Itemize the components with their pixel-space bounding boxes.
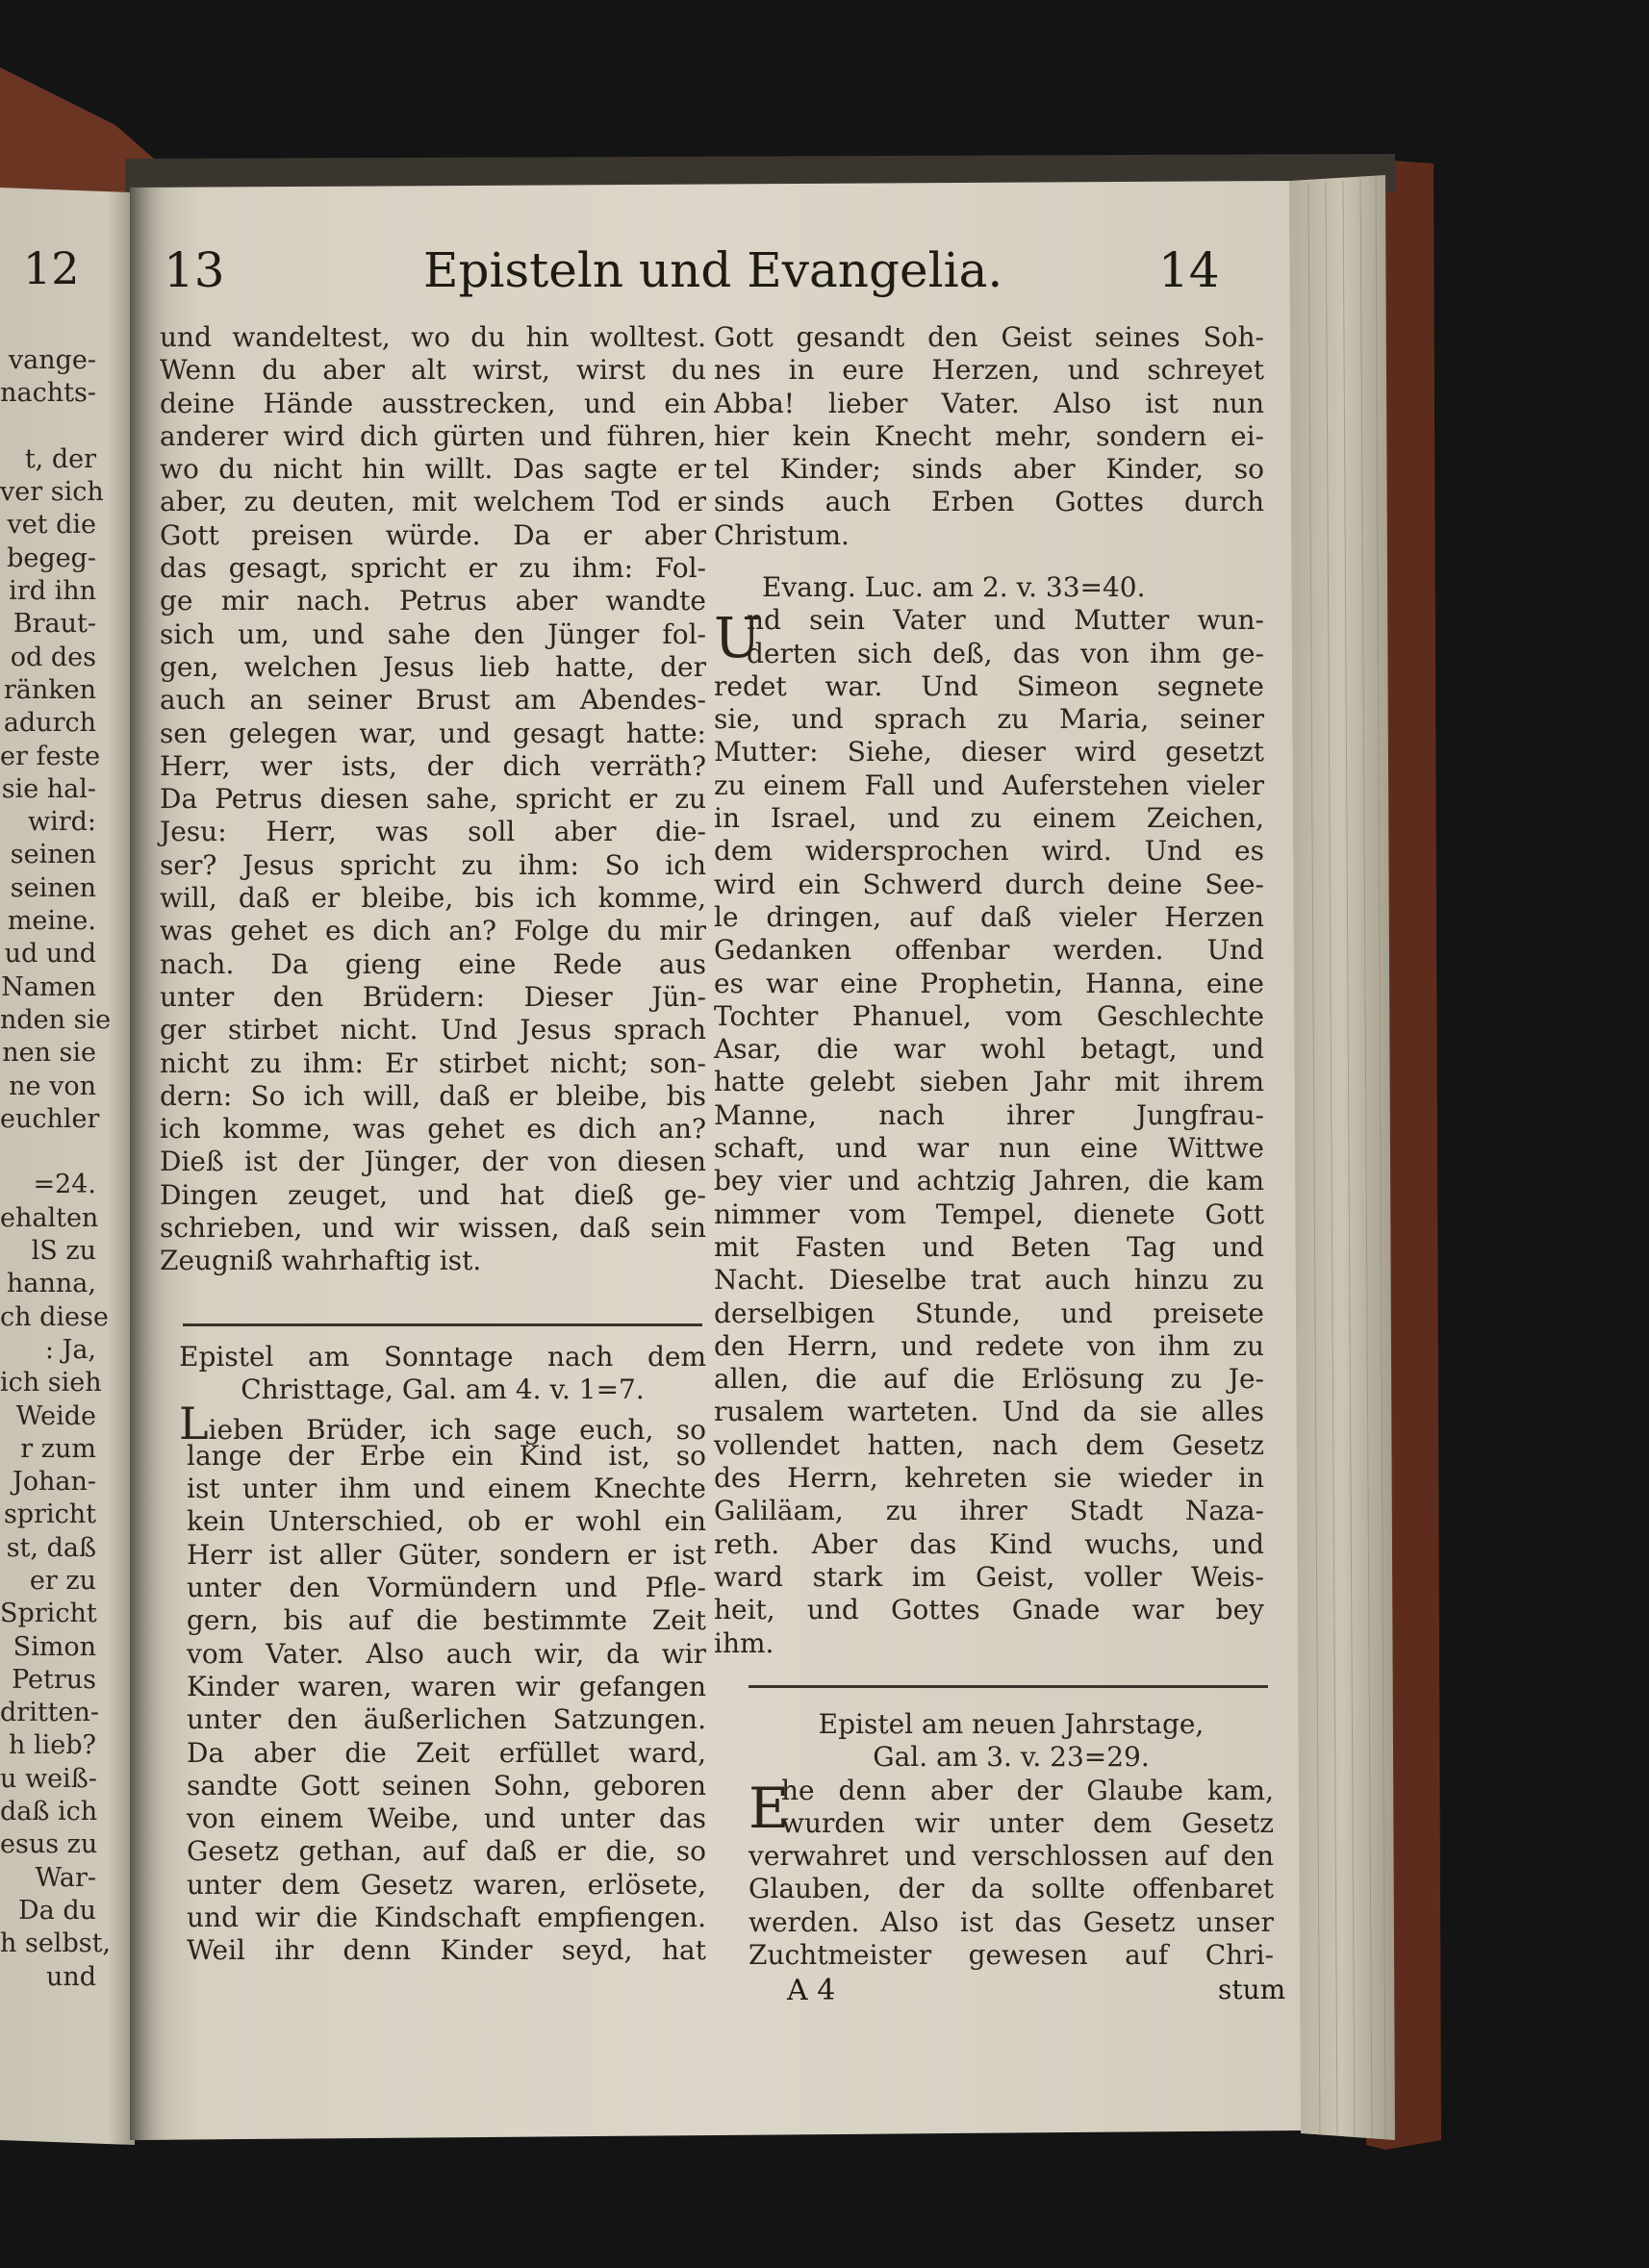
text-line: deine Hände ausstrecken, und ein xyxy=(160,387,706,419)
text-line: Nacht. Dieselbe trat auch hinzu zu xyxy=(714,1264,1264,1297)
text-line: Tochter Phanuel, vom Geschlechte xyxy=(714,999,1264,1032)
text-line: ge mir nach. Petrus aber wandte xyxy=(160,585,706,617)
fragment-line: Namen xyxy=(1,971,96,1002)
text-line: in Israel, und zu einem Zeichen, xyxy=(714,802,1264,835)
fragment-line: Johan- xyxy=(12,1467,96,1498)
text-line: Da aber die Zeit erfüllet ward, xyxy=(187,1736,706,1769)
fragment-line: War- xyxy=(35,1862,96,1893)
text-line: Zeugniß wahrhaftig ist. xyxy=(160,1245,482,1277)
fragment-line: nachts- xyxy=(0,378,96,409)
text-line: zu einem Fall und Auferstehen vieler xyxy=(714,769,1264,801)
fragment-line: st, daß xyxy=(6,1532,96,1563)
text-line: gern, bis auf die bestimmte Zeit xyxy=(187,1604,706,1637)
fragment-line: seinen xyxy=(10,840,96,870)
text-line: bey vier und achtzig Jahren, die kam xyxy=(714,1165,1264,1197)
fragment-line: dritten- xyxy=(0,1698,100,1728)
fragment-line: ver sich xyxy=(0,477,104,508)
page-number: 13 xyxy=(164,242,225,298)
left-column-epistle xyxy=(179,1341,706,1968)
epistle-heading-line-1: Epistel am neuen Jahrstage, xyxy=(818,1708,1205,1740)
text-line: unter den Brüdern: Dieser Jün- xyxy=(160,980,706,1013)
epistle-heading-line-1: Epistel am Sonntage nach dem xyxy=(179,1341,706,1373)
text-line: nach. Da gieng eine Rede aus xyxy=(160,947,706,980)
text-line: wird ein Schwerd durch deine See- xyxy=(714,868,1264,900)
previous-page-fragment xyxy=(0,344,112,1994)
fragment-line xyxy=(0,1136,96,1169)
epistle-text xyxy=(748,1840,1274,1972)
epistle-drop-initial: E xyxy=(748,1775,790,1841)
left-page-number: 12 xyxy=(23,242,80,294)
page-number-right: 14 xyxy=(1158,242,1220,298)
text-line: Mutter: Siehe, dieser wird gesetzt xyxy=(714,736,1264,769)
fragment-line: ehalten xyxy=(0,1202,99,1233)
page-edges xyxy=(1289,175,1395,2140)
fragment-line: hanna, xyxy=(7,1269,96,1299)
text-line: des Herrn, kehreten sie wieder in xyxy=(714,1462,1264,1495)
text-line: allen, die auf die Erlösung zu Je- xyxy=(714,1363,1264,1396)
fragment-line: er zu xyxy=(29,1565,96,1596)
text-line: schaft, und war nun eine Wittwe xyxy=(714,1132,1264,1165)
text-line: von einem Weibe, und unter das xyxy=(187,1802,706,1835)
text-line: le dringen, auf daß vieler Herzen xyxy=(714,900,1264,933)
fragment-line: daß ich xyxy=(0,1797,98,1827)
text-line: sandte Gott seinen Sohn, geboren xyxy=(187,1769,706,1802)
text-line: Weil ihr denn Kinder seyd, hat xyxy=(187,1934,706,1967)
fragment-line: ch diese xyxy=(0,1301,109,1332)
fragment-line: ud und xyxy=(4,939,96,970)
text-line: reth. Aber das Kind wuchs, und xyxy=(714,1527,1264,1560)
catchword: stum xyxy=(1218,1974,1286,2005)
fragment-line: ränken xyxy=(3,674,96,705)
text-line: unter den Vormündern und Pfle- xyxy=(187,1572,706,1604)
text-line: hatte gelebt sieben Jahr mit ihrem xyxy=(714,1066,1264,1098)
text-line: Gedanken offenbar werden. Und xyxy=(714,934,1264,967)
fragment-line: h lieb? xyxy=(9,1730,96,1761)
text-line: nd sein Vater und Mutter wun- xyxy=(747,604,1264,637)
text-line: Asar, die war wohl betagt, und xyxy=(714,1033,1264,1066)
fragment-line: spricht xyxy=(3,1499,96,1530)
text-line: und wir die Kindschaft empfiengen. xyxy=(187,1902,706,1934)
fragment-line: und xyxy=(45,1961,96,1992)
text-line: Herr, wer ists, der dich verräth? xyxy=(160,749,706,782)
fragment-line: t, der xyxy=(24,443,96,474)
text-line: aber, zu deuten, mit welchem Tod er xyxy=(160,486,706,518)
text-line: das gesagt, spricht er zu ihm: Fol- xyxy=(160,552,706,585)
text-line: es war eine Prophetin, Hanna, eine xyxy=(714,967,1264,999)
fragment-line: sie hal- xyxy=(1,773,96,804)
fragment-line: : Ja, xyxy=(44,1334,96,1365)
left-column xyxy=(160,321,706,1278)
fragment-line: Petrus xyxy=(12,1664,96,1695)
gospel-section xyxy=(714,571,1264,1660)
running-title: Episteln und Evangelia. xyxy=(423,242,1003,298)
text-line: vom Vater. Also auch wir, da wir xyxy=(187,1637,706,1670)
text-line: wo du nicht hin willt. Das sagte er xyxy=(160,453,706,486)
fragment-line: begeg- xyxy=(7,542,96,573)
section-divider-right xyxy=(748,1685,1268,1688)
text-line: tel Kinder; sinds aber Kinder, so xyxy=(714,453,1264,486)
epistle-heading-line-2: Gal. am 3. v. 23=29. xyxy=(873,1741,1150,1774)
text-line: schrieben, und wir wissen, daß sein xyxy=(160,1212,706,1245)
right-column-text-top xyxy=(714,321,1264,552)
epistle-first-line xyxy=(179,1397,706,1449)
text-line: ser? Jesus spricht zu ihm: So ich xyxy=(160,848,706,881)
text-line: Gott gesandt den Geist seines Soh- xyxy=(714,321,1264,353)
text-line: sich um, und sahe den Jünger fol- xyxy=(160,617,706,650)
text-line: rusalem warteten. Und da sie alles xyxy=(714,1396,1264,1428)
text-line: Abba! lieber Vater. Also ist nun xyxy=(714,387,1264,419)
text-line: will, daß er bleibe, bis ich komme, xyxy=(160,882,706,915)
text-line: Herr ist aller Güter, sondern er ist xyxy=(187,1538,706,1571)
text-line: lange der Erbe ein Kind ist, so xyxy=(187,1439,706,1472)
text-line: Gott preisen würde. Da er aber xyxy=(160,518,706,551)
fragment-line: nen sie xyxy=(2,1038,96,1069)
text-line: werden. Also ist das Gesetz unser xyxy=(748,1905,1274,1938)
text-line: kein Unterschied, ob er wohl ein xyxy=(187,1505,706,1538)
text-line: redet war. Und Simeon segnete xyxy=(714,669,1264,702)
epistle-text xyxy=(179,1440,706,1968)
text-line: den Herrn, und redete von ihm zu xyxy=(714,1329,1264,1362)
fragment-line: Spricht xyxy=(0,1599,97,1629)
fragment-line: euchler xyxy=(0,1103,100,1134)
text-line: ist unter ihm und einem Knechte xyxy=(187,1473,706,1505)
fragment-line: ich sieh xyxy=(0,1368,102,1399)
section-divider xyxy=(183,1323,702,1326)
text-line: ward stark im Geist, voller Weis- xyxy=(714,1560,1264,1593)
gospel-heading: Evang. Luc. am 2. v. 33=40. xyxy=(762,571,1146,603)
text-line: Dingen zeuget, und hat dieß ge- xyxy=(160,1178,706,1211)
fragment-line: h selbst, xyxy=(0,1928,112,1959)
text-line: sen gelegen war, und gesagt hatte: xyxy=(160,717,706,749)
text-line: ihm. xyxy=(714,1626,774,1659)
text-line: wurden wir unter dem Gesetz xyxy=(781,1806,1274,1839)
text-line: Glauben, der da sollte offenbaret xyxy=(748,1873,1274,1905)
gospel-text xyxy=(714,670,1264,1660)
fragment-line: od des xyxy=(10,642,96,672)
text-line: derten sich deß, das von ihm ge- xyxy=(747,637,1264,669)
text-line: gen, welchen Jesus lieb hatte, der xyxy=(160,650,706,683)
text-line: nes in eure Herzen, und schreyet xyxy=(714,354,1264,387)
text-line: Da Petrus diesen sahe, spricht er zu xyxy=(160,783,706,816)
fragment-line: Simon xyxy=(13,1631,96,1662)
text-line: Dieß ist der Jünger, der von diesen xyxy=(160,1146,706,1178)
fragment-line: vange- xyxy=(8,345,96,375)
fragment-line: meine. xyxy=(7,906,96,937)
fragment-line: seinen xyxy=(10,872,96,903)
text-line: vollendet hatten, nach dem Gesetz xyxy=(714,1428,1264,1461)
text-line: he denn aber der Glaube kam, xyxy=(781,1774,1274,1806)
gospel-first-lines xyxy=(714,604,1264,670)
fragment-line: wird: xyxy=(27,807,96,838)
epistle-first-line-text: ieben Brüder, ich sage euch, so xyxy=(208,1413,706,1446)
fragment-line: ird ihn xyxy=(9,576,96,607)
text-line: auch an seiner Brust am Abendes- xyxy=(160,684,706,717)
fragment-line: adurch xyxy=(3,708,96,739)
text-line: Kinder waren, waren wir gefangen xyxy=(187,1670,706,1702)
fragment-line: =24. xyxy=(33,1170,96,1200)
text-line: Gesetz gethan, auf daß er die, so xyxy=(187,1835,706,1868)
text-line: sinds auch Erben Gottes durch xyxy=(714,486,1264,518)
fragment-line: Da du xyxy=(18,1895,96,1926)
epistle-heading-line-2: Christtage, Gal. am 4. v. 1=7. xyxy=(241,1373,645,1406)
drop-initial: L xyxy=(179,1397,209,1449)
text-line: Jesu: Herr, was soll aber die- xyxy=(160,816,706,848)
text-line: und wandeltest, wo du hin wolltest. xyxy=(160,321,706,353)
text-line: unter dem Gesetz waren, erlösete, xyxy=(187,1868,706,1901)
fragment-line: r zum xyxy=(20,1433,96,1464)
text-line: dern: So ich will, daß er bleibe, bis xyxy=(160,1079,706,1112)
text-line: heit, und Gottes Gnade war bey xyxy=(714,1594,1264,1626)
text-line: Wenn du aber alt wirst, wirst du xyxy=(160,354,706,387)
text-line: ich komme, was gehet es dich an? xyxy=(160,1113,706,1146)
fragment-line: ne von xyxy=(9,1071,96,1101)
left-column-text-top xyxy=(160,321,706,1278)
text-line: ger stirbet nicht. Und Jesus sprach xyxy=(160,1014,706,1046)
fragment-line xyxy=(0,411,96,443)
text-line: nicht zu ihm: Er stirbet nicht; son- xyxy=(160,1046,706,1079)
fragment-line: Braut- xyxy=(13,609,96,640)
text-line: unter den äußerlichen Satzungen. xyxy=(187,1703,706,1736)
signature-mark: A 4 xyxy=(787,1974,836,2007)
text-line: derselbigen Stunde, und preisete xyxy=(714,1297,1264,1329)
text-line: hier kein Knecht mehr, sondern ei- xyxy=(714,419,1264,452)
text-line: verwahret und verschlossen auf den xyxy=(748,1840,1274,1873)
fragment-line: Weide xyxy=(15,1400,96,1431)
text-line: Galiläam, zu ihrer Stadt Naza- xyxy=(714,1495,1264,1527)
text-line: was gehet es dich an? Folge du mir xyxy=(160,915,706,947)
text-line: Christum. xyxy=(714,518,850,551)
fragment-line: vet die xyxy=(7,510,96,541)
fragment-line: u weiß- xyxy=(0,1763,97,1794)
fragment-line: lS zu xyxy=(31,1236,96,1267)
text-line: sie, und sprach zu Maria, seiner xyxy=(714,703,1264,736)
gospel-drop-initial: U xyxy=(714,605,761,671)
text-line: Manne, nach ihrer Jungfrau- xyxy=(714,1098,1264,1131)
text-line: anderer wird dich gürten und führen, xyxy=(160,419,706,452)
epistle-first-lines xyxy=(748,1775,1274,1841)
text-line: Zuchtmeister gewesen auf Chri- xyxy=(748,1939,1274,1972)
text-line: dem widersprochen wird. Und es xyxy=(714,835,1264,868)
text-line: nimmer vom Tempel, dienete Gott xyxy=(714,1197,1264,1230)
fragment-line: er feste xyxy=(0,741,101,771)
fragment-line: esus zu xyxy=(0,1829,98,1860)
text-line: mit Fasten und Beten Tag und xyxy=(714,1230,1264,1263)
fragment-line: nden sie xyxy=(0,1004,112,1035)
right-column xyxy=(714,321,1264,552)
right-column-epistle xyxy=(748,1708,1274,1972)
